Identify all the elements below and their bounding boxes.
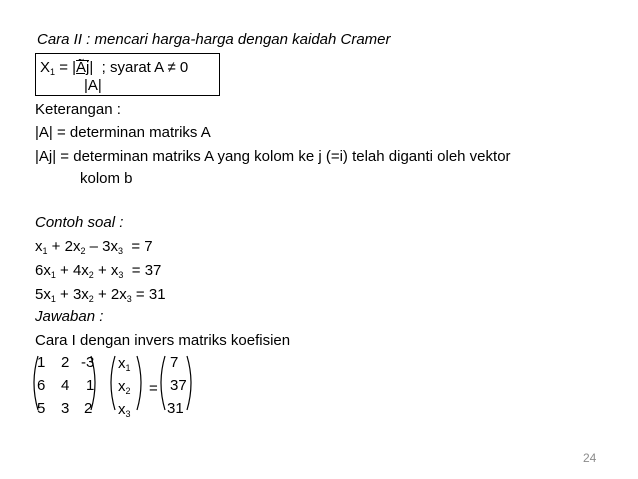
- matrix-cell: 4: [61, 377, 70, 394]
- keterangan-title: Keterangan :: [35, 101, 121, 118]
- eq3-sub-c: 3: [126, 294, 132, 304]
- formula-num-open: |: [72, 59, 77, 76]
- vector-var: x: [118, 378, 126, 395]
- page-number: 24: [583, 451, 597, 465]
- eq2-term-b: + 4x: [55, 262, 89, 279]
- formula-equals: =: [59, 59, 68, 76]
- eq3-sub-b: 2: [88, 294, 94, 304]
- rhs-vector-left-bracket: [161, 356, 165, 410]
- eq1-term-b: + 2x: [47, 238, 81, 255]
- vector-cell: [118, 355, 131, 373]
- jawaban-method: Cara I dengan invers matriks koefisien: [35, 332, 291, 349]
- eq3-term-a: 5x: [35, 286, 51, 303]
- vector-sub: 1: [125, 363, 131, 373]
- eq3-term-c: + 2x: [93, 286, 127, 303]
- keterangan-line2: |Aj| = determinan matriks A yang kolom ke j (=i) telah diganti oleh vektor: [35, 148, 511, 165]
- vector-var: x: [118, 355, 126, 372]
- matrix-cell: 3: [61, 400, 70, 417]
- rhs-cell: 7: [170, 354, 179, 371]
- var-vector-right-bracket: [137, 356, 141, 410]
- vector-var: x: [118, 401, 126, 418]
- eq1-term-a: x: [35, 238, 43, 255]
- vector-sub: 2: [125, 386, 131, 396]
- eq2-rhs: = 37: [123, 262, 162, 279]
- jawaban-title: Jawaban :: [35, 308, 104, 325]
- rhs-vector-right-bracket: [187, 356, 191, 410]
- matrix-cell: 2: [84, 400, 93, 417]
- contoh-title: Contoh soal :: [35, 214, 124, 231]
- formula-numerator: Ãj: [76, 59, 90, 76]
- rhs-cell: 31: [167, 400, 184, 417]
- vector-sub: 3: [125, 409, 131, 419]
- formula-num-close: |: [89, 59, 94, 76]
- matrix-cell: 6: [37, 377, 46, 394]
- keterangan-line3: kolom b: [80, 170, 133, 187]
- eq1-term-c: – 3x: [85, 238, 118, 255]
- matrix-equals: =: [149, 380, 158, 397]
- formula-denominator: |A|: [84, 77, 102, 94]
- matrix-cell: 2: [61, 354, 70, 371]
- eq3-term-b: + 3x: [55, 286, 89, 303]
- eq2-sub-a: 1: [50, 270, 56, 280]
- vector-cell: [118, 378, 131, 396]
- rhs-cell: 37: [170, 377, 187, 394]
- formula-condition: ; syarat A ≠ 0: [101, 59, 189, 76]
- var-vector-left-bracket: [111, 356, 115, 410]
- formula-lhs-var: X: [40, 59, 51, 76]
- eq3-rhs: = 31: [131, 286, 166, 303]
- eq2-sub-c: 3: [118, 270, 124, 280]
- eq3-sub-a: 1: [50, 294, 56, 304]
- eq1-rhs: = 7: [123, 238, 153, 255]
- eq2-term-c: + x: [93, 262, 119, 279]
- formula-lhs-sub: 1: [50, 67, 56, 77]
- section-heading: Cara II : mencari harga-harga dengan kaidah Cramer: [37, 31, 391, 48]
- matrix-cell: -3: [81, 354, 95, 371]
- eq1-sub-b: 2: [80, 246, 86, 256]
- eq2-term-a: 6x: [35, 262, 51, 279]
- vector-cell: [118, 401, 131, 419]
- matrix-cell: 5: [37, 400, 46, 417]
- matrix-cell: 1: [86, 377, 95, 394]
- eq1-sub-a: 1: [42, 246, 48, 256]
- eq2-sub-b: 2: [88, 270, 94, 280]
- matrix-cell: 1: [37, 354, 46, 371]
- eq1-sub-c: 3: [118, 246, 124, 256]
- keterangan-line1: |A| = determinan matriks A: [35, 124, 211, 141]
